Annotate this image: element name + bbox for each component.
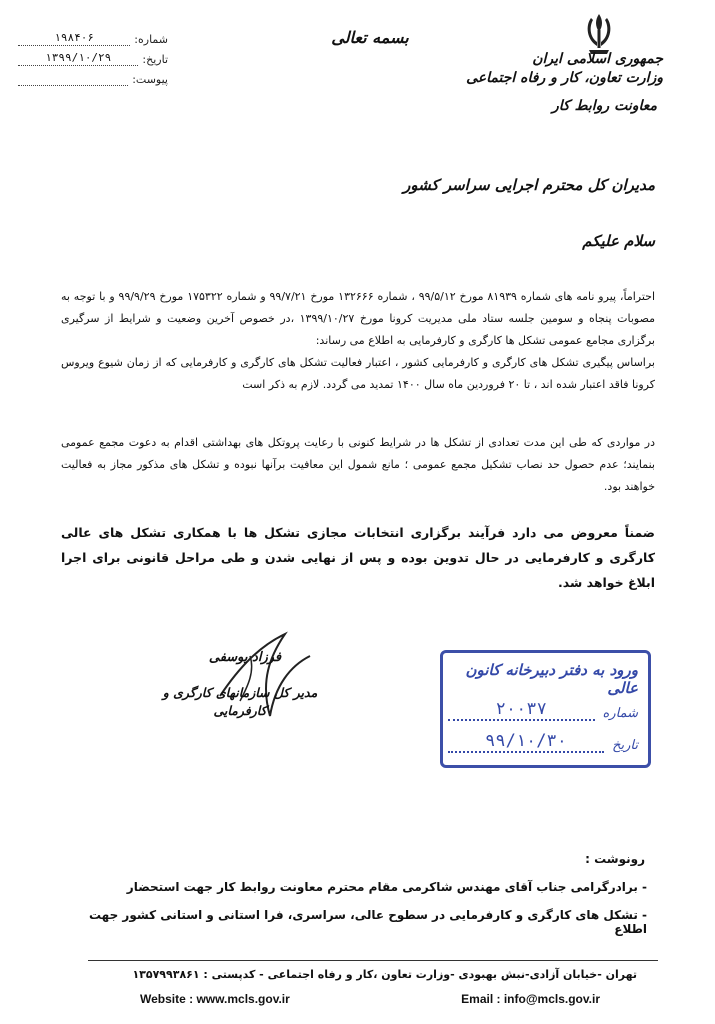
body-paragraph-4: ضمناً معروض می دارد فرآیند برگزاری انتخابات مجازی تشکل ها با همکاری تشکل های عالی کارگری و کارفرمایی در حال تدوین بوده و پس از نهایی شدن و طی مراحل قانونی برای اجرا ابلاغ خواهد شد. [61, 525, 655, 590]
org-name-country: جمهوری اسلامی ایران [532, 51, 663, 67]
cc-label: رونوشت : [585, 852, 645, 866]
addressee: مدیران کل محترم اجرایی سراسر کشور [403, 176, 655, 194]
cc-item: - برادرگرامی جناب آقای مهندس شاکرمی مقام محترم معاونت روابط کار جهت استحضار [126, 880, 647, 894]
receipt-stamp [440, 650, 651, 768]
org-name-department: معاونت روابط کار [552, 98, 657, 114]
stamp-title: ورود به دفتر دبیرخانه کانون عالی [465, 661, 638, 697]
footer-divider [88, 960, 658, 961]
footer-website: Website : www.mcls.gov.ir [140, 992, 290, 1006]
letter-number-label: شماره: [134, 33, 168, 46]
letter-number-row [18, 30, 168, 46]
signatory-name: فرزاد یوسفی [208, 650, 282, 665]
body-paragraph-1: احتراماً، پیرو نامه های شماره ۸۱۹۳۹ مورخ ۹۹/۵/۱۲ ، شماره ۱۳۲۶۶۶ مورخ ۹۹/۷/۲۱ و شماره ۱۷۵۳۲۲ مورخ ۹۹/۹/۲۹ و با توجه به مصوبات پنجاه و سومین جلسه ستاد ملی مدیریت کرونا مورخ ۱۳۹۹/۱۰/۲۷ ،در خصوص آخرین وضعیت و شرایط از سرگیری برگزاری مجامع عمومی تشکل ها کارگری و کارفرمایی به اطلاع می رساند: [61, 290, 656, 347]
stamp-date-label: تاریخ [612, 738, 638, 753]
letter-number-value: ۱۹۸۴۰۶ [18, 31, 130, 46]
footer-email: Email : info@mcls.gov.ir [461, 992, 600, 1006]
body-paragraph-3: در مواردی که طی این مدت تعدادی از تشکل ها در شرایط کنونی با رعایت پروتکل های بهداشتی اقدام به دعوت مجمع عمومی بنمایند؛ عدم حصول حد نصاب تشکیل مجمع عمومی ؛ مانع شمول این معافیت برآنها نبوده و تشکل های مذکور مجاز به فعالیت خواهند بود. [61, 436, 655, 493]
letter-date-row [18, 50, 168, 66]
footer-contact [140, 992, 600, 1006]
body-paragraph-2: براساس پیگیری تشکل های کارگری و کارفرمایی کشور ، اعتبار فعالیت تشکل های کارگری و کارفرمایی که از زمان شیوع ویروس کرونا فاقد اعتبار شده اند ، تا ۲۰ فروردین ماه سال ۱۴۰۰ تمدید می گردد. لازم به ذکر است [61, 356, 655, 391]
stamp-number-row [448, 695, 638, 721]
stamp-date-row [448, 727, 638, 753]
letter-attachment-label: پیوست: [132, 73, 168, 86]
stamp-number-value: ۲۰۰۳۷ [448, 699, 595, 721]
letter-date-label: تاریخ: [142, 53, 168, 66]
stamp-date-value: ۹۹/۱۰/۳۰ [448, 731, 604, 753]
stamp-number-label: شماره [602, 706, 638, 721]
letter-attachment-row [18, 70, 168, 86]
signatory-title: مدیر کل سازمانهای کارگری و کارفرمایی [162, 685, 318, 718]
footer-address: تهران -خیابان آزادی-نبش بهبودی -وزارت تعاون ،کار و رفاه اجتماعی - کدپستی : ۱۳۵۷۹۹۳۸۶۱ [132, 968, 637, 981]
salutation: سلام علیکم [582, 232, 655, 250]
letter-date-value: ۱۳۹۹/۱۰/۲۹ [18, 51, 138, 66]
cc-item: - تشکل های کارگری و کارفرمایی در سطوح عالی، سراسری، فرا استانی و استانی کشور جهت اطلاع [88, 908, 647, 936]
bismillah-heading: بسمه تعالی [331, 28, 409, 47]
letter-attachment-value [18, 71, 128, 86]
org-name-ministry: وزارت تعاون، کار و رفاه اجتماعی [466, 70, 663, 86]
